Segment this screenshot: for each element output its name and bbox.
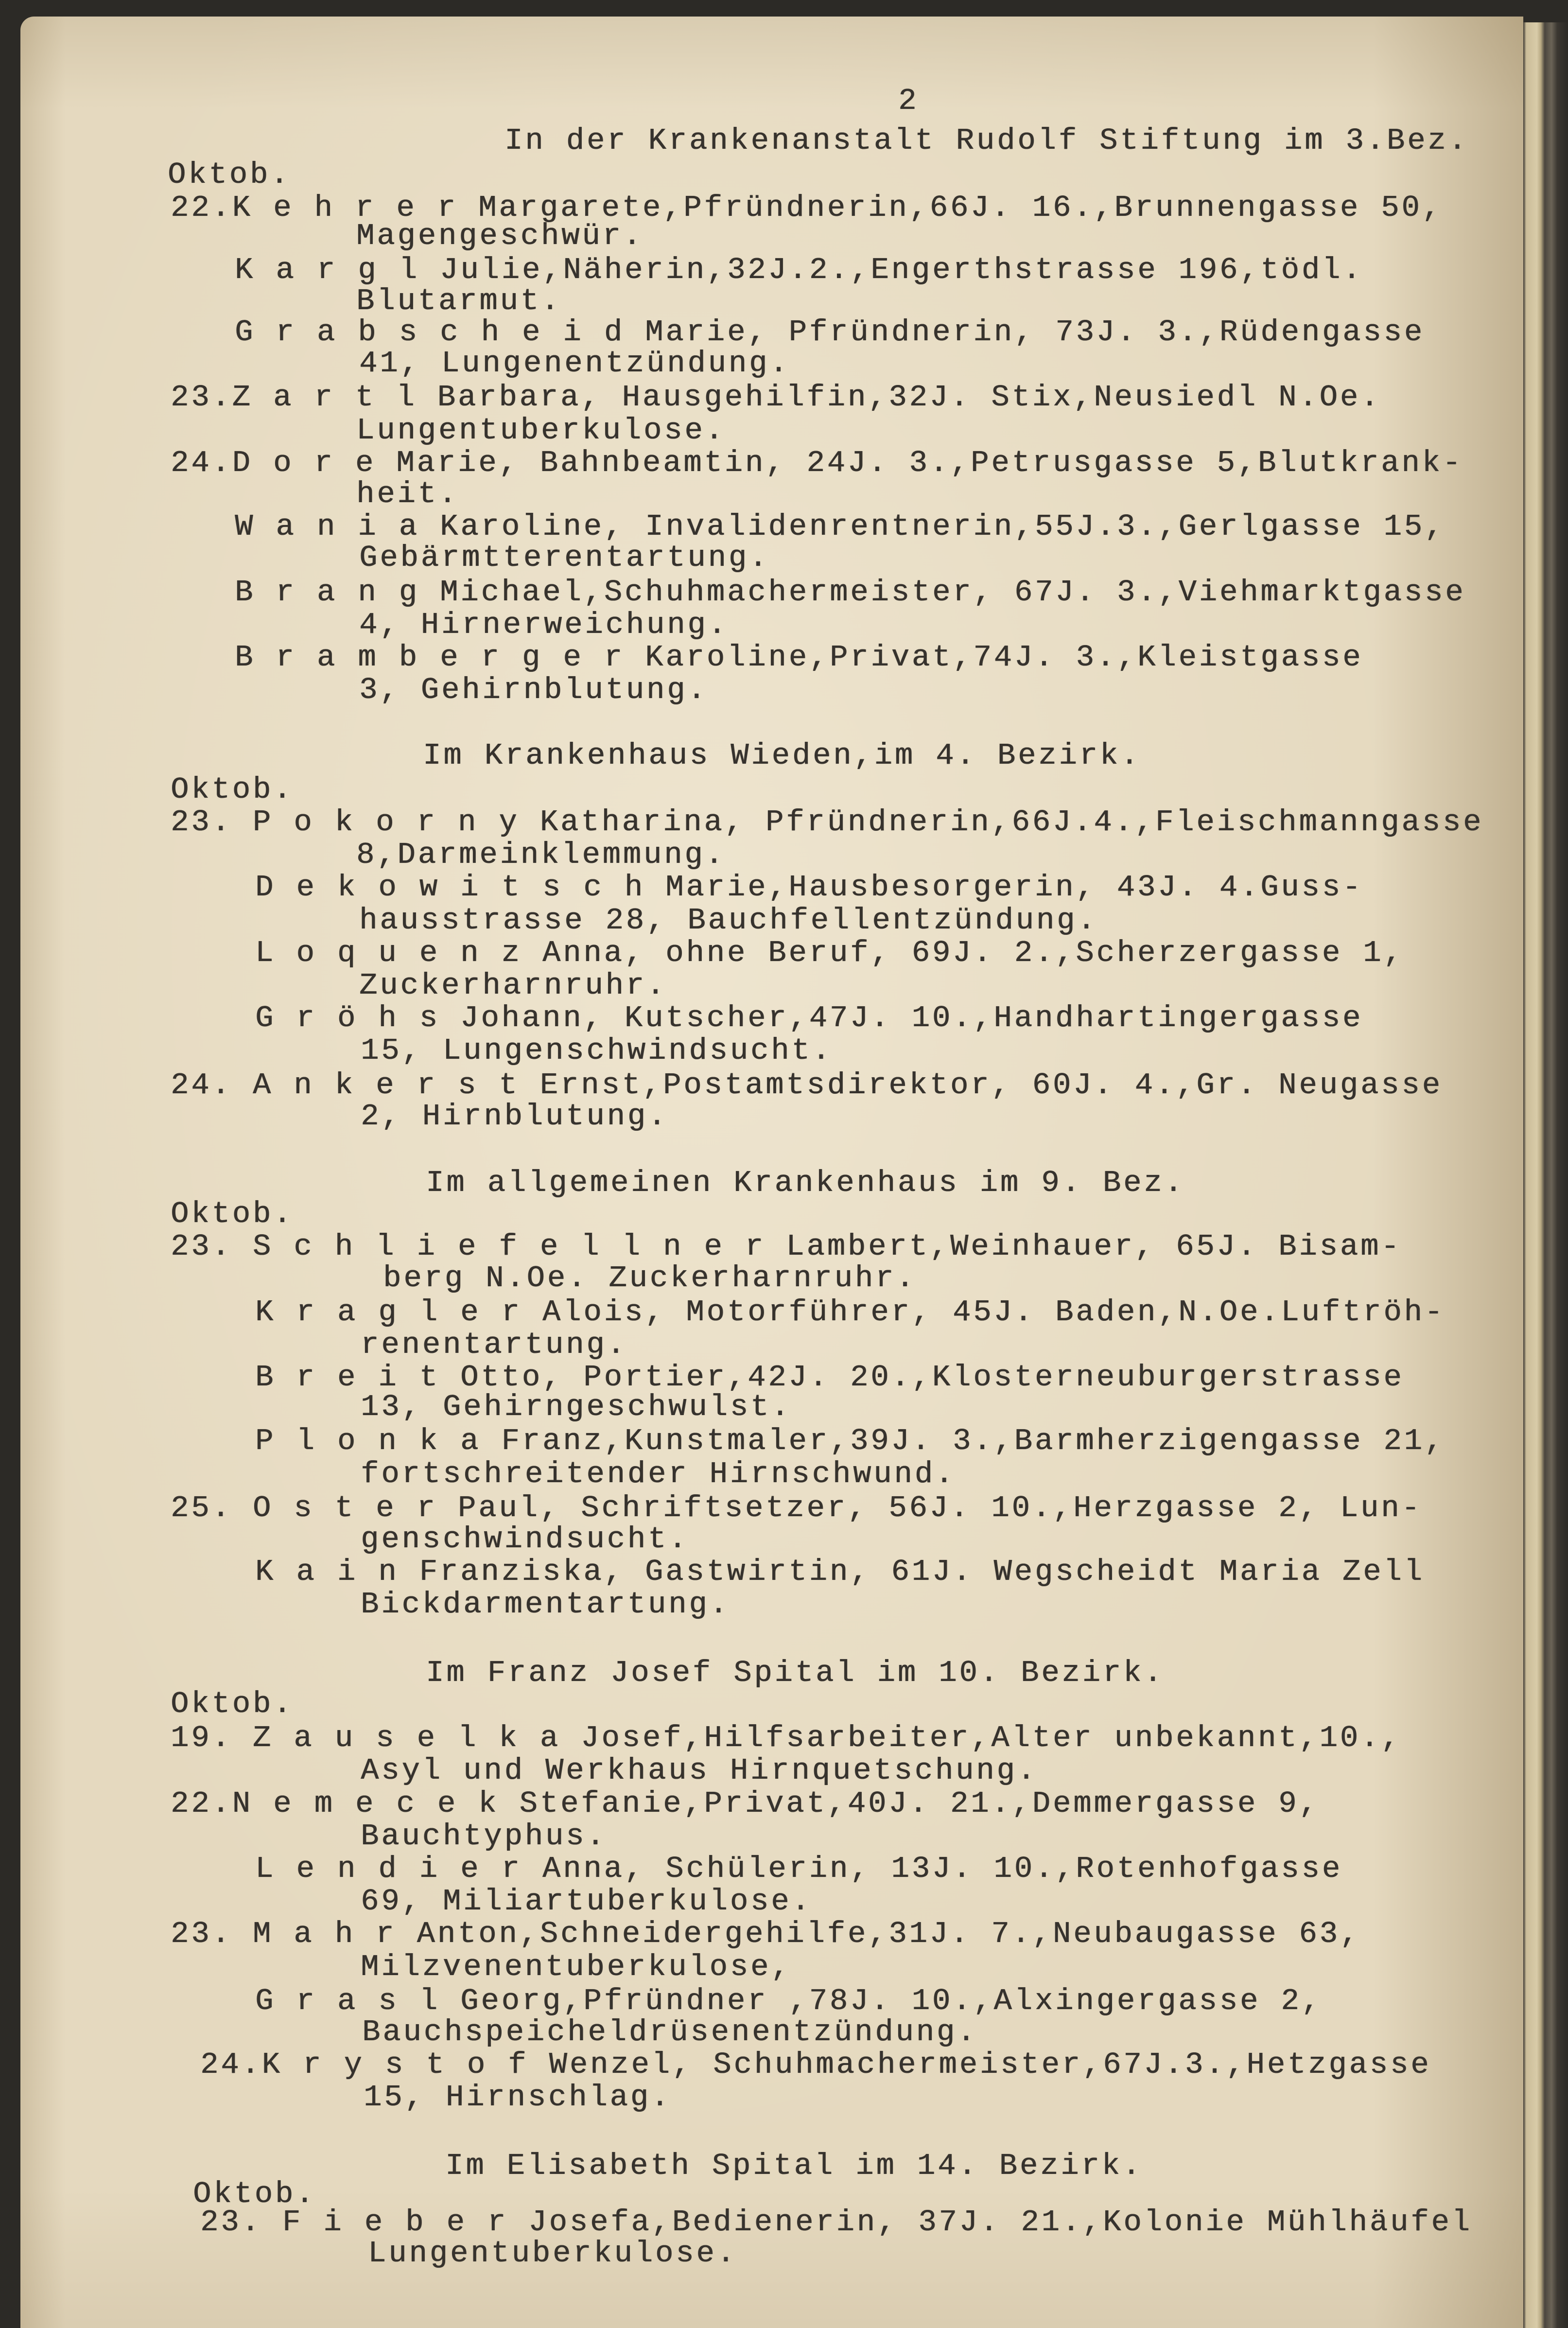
entry-continuation: Gebärmtterentartung.	[359, 541, 770, 575]
entry-continuation: renentartung.	[361, 1328, 627, 1362]
entry-continuation: 15, Lungenschwindsucht.	[361, 1033, 833, 1068]
entry-continuation: heit.	[356, 477, 459, 511]
entry-line: K a i n Franziska, Gastwirtin, 61J. Wegscheidt Maria Zell	[255, 1555, 1425, 1589]
entry-line: 23.Z a r t l Barbara, Hausgehilfin,32J. Stix,Neusiedl N.Oe.	[171, 380, 1381, 415]
entry-continuation: Milzvenentuberkulose,	[361, 1950, 792, 1984]
section-heading: Im allgemeinen Krankenhaus im 9. Bez.	[426, 1166, 1185, 1200]
entry-line: 25. O s t e r Paul, Schriftsetzer, 56J. 10.,Herzgasse 2, Lun-	[171, 1491, 1422, 1525]
section-heading: Im Krankenhaus Wieden,im 4. Bezirk.	[423, 738, 1141, 773]
entry-continuation: Lungentuberkulose.	[368, 2236, 737, 2271]
entry-line: G r a b s c h e i d Marie, Pfründnerin, 73J. 3.,Rüdengasse	[235, 315, 1425, 350]
book-page-edges	[1523, 22, 1568, 2328]
entry-continuation: fortschreitender Hirnschwund.	[361, 1457, 956, 1491]
entry-line: K r a g l e r Alois, Motorführer, 45J. Baden,N.Oe.Luftröh-	[255, 1295, 1445, 1330]
entry-line: 24.K r y s t o f Wenzel, Schuhmachermeister,67J.3.,Hetzgasse	[200, 2048, 1431, 2082]
month-label: Oktob.	[193, 2177, 316, 2211]
entry-continuation: 69, Miliartuberkulose.	[361, 1884, 812, 1919]
entry-line: 24. A n k e r s t Ernst,Postamtsdirektor, 60J. 4.,Gr. Neugasse	[171, 1068, 1443, 1103]
entry-line: 19. Z a u s e l k a Josef,Hilfsarbeiter,Alter unbekannt,10.,	[171, 1721, 1402, 1755]
entry-line: K a r g l Julie,Näherin,32J.2.,Engerthstrasse 196,tödl.	[235, 253, 1363, 287]
entry-continuation: 8,Darmeinklemmung.	[356, 838, 726, 872]
entry-line: D e k o w i t s c h Marie,Hausbesorgerin, 43J. 4.Guss-	[255, 870, 1363, 905]
entry-line: B r e i t Otto, Portier,42J. 20.,Klosterneuburgerstrasse	[255, 1360, 1404, 1395]
entry-line: B r a m b e r g e r Karoline,Privat,74J. 3.,Kleistgasse	[235, 640, 1363, 675]
entry-continuation: 13, Gehirngeschwulst.	[361, 1390, 792, 1424]
entry-continuation: 4, Hirnerweichung.	[359, 608, 729, 642]
entry-continuation: 3, Gehirnblutung.	[359, 673, 708, 707]
entry-line: 23. M a h r Anton,Schneidergehilfe,31J. 7.,Neubaugasse 63,	[171, 1917, 1360, 1951]
entry-line: L e n d i e r Anna, Schülerin, 13J. 10.,Rotenhofgasse	[255, 1852, 1342, 1886]
entry-line: 23. F i e b e r Josefa,Bedienerin, 37J. 21.,Kolonie Mühlhäufel	[200, 2205, 1472, 2240]
entry-continuation: Zuckerharnruhr.	[359, 968, 667, 1003]
page-number: 2	[898, 84, 919, 118]
entry-line: L o q u e n z Anna, ohne Beruf, 69J. 2.,Scherzergasse 1,	[255, 936, 1404, 970]
entry-continuation: berg N.Oe. Zuckerharnruhr.	[383, 1261, 917, 1295]
entry-continuation: 15, Hirnschlag.	[364, 2080, 672, 2115]
entry-line: P l o n k a Franz,Kunstmaler,39J. 3.,Barmherzigengasse 21,	[255, 1424, 1445, 1458]
month-label: Oktob.	[168, 158, 291, 192]
entry-line: 24.D o r e Marie, Bahnbeamtin, 24J. 3.,Petrusgasse 5,Blutkrank-	[171, 446, 1463, 480]
entry-continuation: hausstrasse 28, Bauchfellentzündung.	[359, 903, 1098, 938]
entry-continuation: 2, Hirnblutung.	[361, 1099, 669, 1134]
entry-line: G r a s l Georg,Pfründner ,78J. 10.,Alxingergasse 2,	[255, 1984, 1322, 2018]
entry-continuation: Magengeschwür.	[356, 219, 644, 253]
month-label: Oktob.	[171, 772, 294, 807]
entry-line: B r a n g Michael,Schuhmachermeister, 67J. 3.,Viehmarktgasse	[235, 575, 1466, 610]
entry-continuation: Asyl und Werkhaus Hirnquetschung.	[361, 1753, 1038, 1788]
entry-continuation: Bauchspeicheldrüsenentzündung.	[362, 2015, 978, 2049]
section-heading: In der Krankenanstalt Rudolf Stiftung im 3.Bez.	[505, 123, 1469, 158]
entry-continuation: Blutarmut.	[356, 284, 562, 318]
entry-line: W a n i a Karoline, Invalidenrentnerin,55J.3.,Gerlgasse 15,	[235, 509, 1446, 544]
month-label: Oktob.	[171, 1687, 294, 1721]
entry-continuation: Bickdarmentartung.	[361, 1587, 730, 1622]
entry-line: G r ö h s Johann, Kutscher,47J. 10.,Handhartingergasse	[255, 1001, 1363, 1035]
entry-continuation: Lungentuberkulose.	[356, 413, 726, 448]
entry-continuation: 41, Lungenentzündung.	[359, 346, 790, 381]
entry-continuation: genschwindsucht.	[361, 1522, 689, 1557]
entry-line: 23. P o k o r n y Katharina, Pfründnerin,66J.4.,Fleischmanngasse	[171, 805, 1484, 840]
entry-continuation: Bauchtyphus.	[361, 1819, 607, 1854]
section-heading: Im Franz Josef Spital im 10. Bezirk.	[426, 1656, 1165, 1690]
entry-line: 22.N e m e c e k Stefanie,Privat,40J. 21.,Demmergasse 9,	[171, 1786, 1320, 1821]
entry-line: 22.K e h r e r Margarete,Pfründnerin,66J. 16.,Brunnengasse 50,	[171, 191, 1443, 225]
month-label: Oktob.	[171, 1197, 294, 1231]
entry-line: 23. S c h l i e f e l l n e r Lambert,Weinhauer, 65J. Bisam-	[171, 1229, 1402, 1264]
section-heading: Im Elisabeth Spital im 14. Bezirk.	[445, 2149, 1143, 2183]
